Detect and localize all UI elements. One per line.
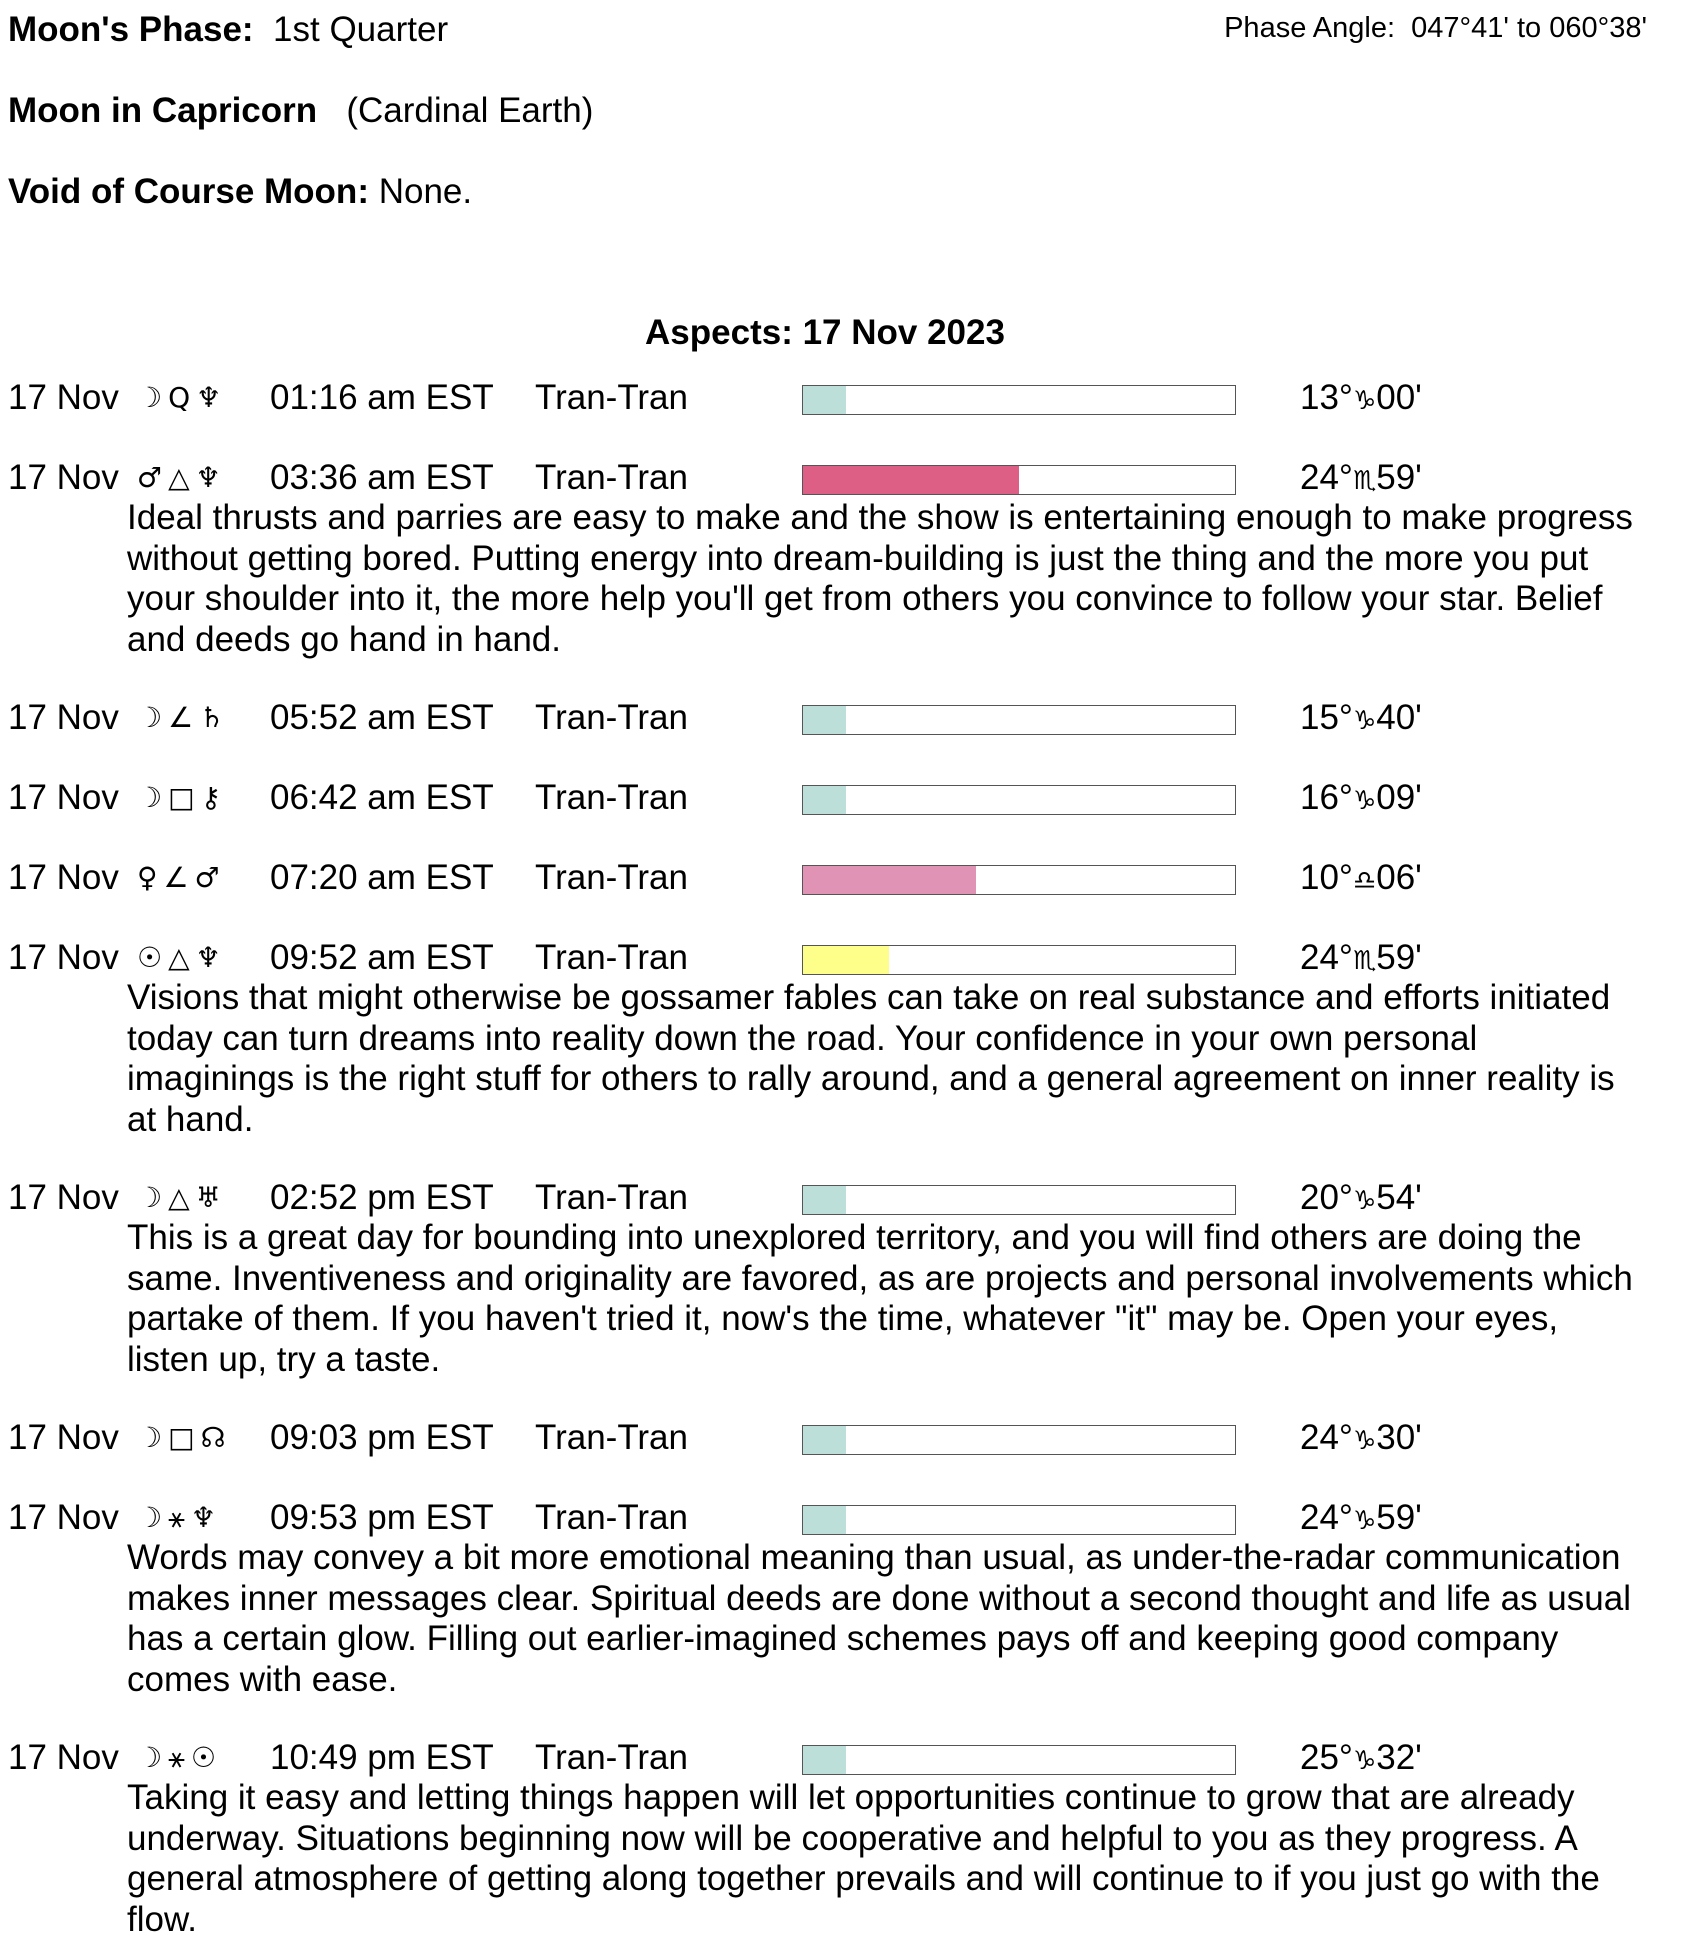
- aspect-glyphs: [137, 1418, 231, 1458]
- aspect-date: 17 Nov: [8, 1178, 119, 1217]
- moon-icon: ☽: [137, 381, 163, 414]
- aspect-strength-bar: [802, 465, 1236, 495]
- aspect-type: Tran-Tran: [535, 858, 688, 897]
- aspect-entry: [0, 1498, 1688, 1700]
- zodiac-sign-icon: ♑: [1352, 706, 1377, 736]
- position-degrees: 16°: [1300, 778, 1353, 817]
- aspect-position: [1300, 1498, 1422, 1541]
- position-minutes: 30': [1376, 1418, 1422, 1457]
- aspect-entry: [0, 698, 1688, 738]
- zodiac-sign-icon: ♑: [1352, 1426, 1377, 1456]
- aspect-entry: [0, 858, 1688, 898]
- zodiac-sign-icon: ♑: [1352, 1186, 1377, 1216]
- aspect-strength-fill: [803, 946, 889, 974]
- aspect-type: Tran-Tran: [535, 1418, 688, 1457]
- void-of-course-line: [8, 172, 472, 212]
- zodiac-sign-icon: ♎: [1352, 866, 1377, 896]
- moon-phase-label: Moon's Phase:: [8, 10, 254, 49]
- moon-icon: ☽: [137, 1741, 163, 1774]
- aspect-position: [1300, 938, 1422, 981]
- position-degrees: 10°: [1300, 858, 1353, 897]
- chiron-icon: ⚷: [200, 781, 222, 814]
- position-degrees: 15°: [1300, 698, 1353, 737]
- zodiac-sign-icon: ♏: [1352, 466, 1377, 496]
- aspect-row: [0, 458, 1688, 498]
- aspect-glyphs: [137, 858, 226, 898]
- venus-icon: ♀: [137, 861, 158, 894]
- zodiac-sign-icon: ♑: [1352, 386, 1377, 416]
- aspect-time: 06:42 am EST: [270, 778, 494, 817]
- aspect-row: [0, 858, 1688, 898]
- aspect-entry: [0, 1178, 1688, 1380]
- trine-icon: △: [168, 1181, 190, 1214]
- aspect-strength-fill: [803, 1186, 846, 1214]
- position-minutes: 32': [1376, 1738, 1422, 1777]
- position-minutes: 59': [1376, 458, 1422, 497]
- aspect-type: Tran-Tran: [535, 698, 688, 737]
- neptune-icon: ♆: [195, 461, 221, 494]
- aspect-row: [0, 1738, 1688, 1778]
- aspect-glyphs: [137, 698, 230, 738]
- aspect-time: 10:49 pm EST: [270, 1738, 494, 1777]
- semisquare-icon: ∠: [168, 701, 194, 734]
- aspect-glyphs: [137, 1178, 227, 1218]
- moon-sign-label: Moon in Capricorn: [8, 91, 318, 130]
- aspect-time: 05:52 am EST: [270, 698, 494, 737]
- aspect-position: [1300, 778, 1422, 821]
- position-minutes: 06': [1376, 858, 1422, 897]
- aspect-date: 17 Nov: [8, 1738, 119, 1777]
- aspect-row: [0, 378, 1688, 418]
- quintile-icon: Q: [168, 381, 191, 414]
- aspect-glyphs: [137, 938, 227, 978]
- trine-icon: △: [168, 941, 190, 974]
- aspect-row: [0, 778, 1688, 818]
- aspect-row: [0, 1498, 1688, 1538]
- aspect-strength-fill: [803, 866, 976, 894]
- phase-angle-value: 047°41' to 060°38': [1411, 12, 1647, 44]
- uranus-icon: ♅: [195, 1181, 221, 1214]
- square-icon: □: [168, 781, 195, 814]
- sun-icon: ☉: [137, 941, 163, 974]
- aspect-type: Tran-Tran: [535, 1738, 688, 1777]
- north-node-icon: ☊: [200, 1421, 226, 1454]
- aspect-type: Tran-Tran: [535, 1178, 688, 1217]
- position-degrees: 25°: [1300, 1738, 1353, 1777]
- aspect-strength-fill: [803, 786, 846, 814]
- square-icon: □: [168, 1421, 195, 1454]
- aspect-strength-fill: [803, 706, 846, 734]
- aspect-strength-bar: [802, 865, 1236, 895]
- moon-phase-line: [8, 10, 448, 50]
- mars-icon: ♂: [194, 861, 220, 894]
- moon-phase-value: 1st Quarter: [273, 10, 449, 49]
- aspect-strength-fill: [803, 466, 1019, 494]
- position-minutes: 09': [1376, 778, 1422, 817]
- neptune-icon: ♆: [190, 1501, 217, 1534]
- sextile-icon: ⚹: [168, 1741, 185, 1774]
- aspect-position: [1300, 378, 1422, 421]
- moon-icon: ☽: [137, 1501, 163, 1534]
- void-of-course-label: Void of Course Moon:: [8, 172, 369, 211]
- neptune-icon: ♆: [196, 381, 222, 414]
- aspect-row: [0, 1178, 1688, 1218]
- semisquare-icon: ∠: [163, 861, 189, 894]
- trine-icon: △: [168, 461, 190, 494]
- aspect-strength-bar: [802, 945, 1236, 975]
- aspect-position: [1300, 1738, 1422, 1781]
- zodiac-sign-icon: ♑: [1352, 1746, 1377, 1776]
- aspect-entry: [0, 1418, 1688, 1458]
- aspect-position: [1300, 698, 1422, 741]
- aspect-glyphs: [137, 458, 227, 498]
- aspect-position: [1300, 1178, 1422, 1221]
- aspect-date: 17 Nov: [8, 378, 119, 417]
- aspect-entry: [0, 938, 1688, 1140]
- aspect-strength-fill: [803, 1506, 846, 1534]
- aspect-entry: [0, 778, 1688, 818]
- moon-icon: ☽: [137, 701, 163, 734]
- aspect-time: 01:16 am EST: [270, 378, 494, 417]
- position-degrees: 13°: [1300, 378, 1353, 417]
- phase-angle-label: Phase Angle:: [1224, 12, 1396, 44]
- aspect-date: 17 Nov: [8, 698, 119, 737]
- aspect-date: 17 Nov: [8, 778, 119, 817]
- saturn-icon: ♄: [199, 701, 225, 734]
- aspect-type: Tran-Tran: [535, 378, 688, 417]
- aspect-type: Tran-Tran: [535, 938, 688, 977]
- zodiac-sign-icon: ♑: [1352, 1506, 1377, 1536]
- moon-icon: ☽: [137, 1421, 163, 1454]
- aspect-glyphs: [137, 778, 227, 818]
- position-degrees: 24°: [1300, 938, 1353, 977]
- aspect-row: [0, 1418, 1688, 1458]
- void-of-course-value: None.: [378, 172, 473, 211]
- aspect-entry: [0, 1738, 1688, 1940]
- aspect-type: Tran-Tran: [535, 458, 688, 497]
- position-degrees: 24°: [1300, 458, 1353, 497]
- moon-sign-detail: (Cardinal Earth): [346, 91, 594, 130]
- moon-icon: ☽: [137, 781, 163, 814]
- position-minutes: 54': [1376, 1178, 1422, 1217]
- aspect-glyphs: [137, 1738, 222, 1778]
- sun-icon: ☉: [190, 1741, 217, 1774]
- position-degrees: 24°: [1300, 1498, 1353, 1537]
- aspect-strength-fill: [803, 1426, 846, 1454]
- mars-icon: ♂: [137, 461, 163, 494]
- aspect-interpretation: Ideal thrusts and parries are easy to make and the show is entertaining enough to make progress without getting bored. Putting energy into dream-building is just the thing and the more you put your shoulder into it, the more help you'll get from others you convince to follow your star. Belief and deeds go hand in hand.: [127, 498, 1633, 659]
- aspect-position: [1300, 1418, 1422, 1461]
- aspect-row: [0, 698, 1688, 738]
- aspect-strength-bar: [802, 1745, 1236, 1775]
- aspect-row: [0, 938, 1688, 978]
- aspect-type: Tran-Tran: [535, 1498, 688, 1537]
- aspect-time: 02:52 pm EST: [270, 1178, 494, 1217]
- aspect-strength-fill: [803, 1746, 846, 1774]
- aspect-glyphs: [137, 1498, 222, 1538]
- aspect-position: [1300, 458, 1422, 501]
- zodiac-sign-icon: ♏: [1352, 946, 1377, 976]
- aspect-time: 09:03 pm EST: [270, 1418, 494, 1457]
- aspect-glyphs: [137, 378, 227, 418]
- aspect-interpretation: This is a great day for bounding into unexplored territory, and you will find others are doing the same. Inventiveness and originality are favored, as are projects and personal involvements which partake of them. If you haven't tried it, now's the time, whatever "it" may be. Open your eyes, listen up, try a taste.: [127, 1218, 1633, 1379]
- aspect-strength-fill: [803, 386, 846, 414]
- aspect-type: Tran-Tran: [535, 778, 688, 817]
- aspect-date: 17 Nov: [8, 938, 119, 977]
- position-minutes: 59': [1376, 938, 1422, 977]
- moon-icon: ☽: [137, 1181, 163, 1214]
- aspects-title: Aspects: 17 Nov 2023: [645, 313, 1005, 352]
- aspect-interpretation: Taking it easy and letting things happen will let opportunities continue to grow that are already underway. Situations beginning now will be cooperative and helpful to you as they progress. A general atmosphere of getting along together prevails and will continue to if you just go with the flow.: [127, 1778, 1600, 1939]
- aspect-date: 17 Nov: [8, 458, 119, 497]
- aspect-time: 03:36 am EST: [270, 458, 494, 497]
- aspect-strength-bar: [802, 1505, 1236, 1535]
- aspect-strength-bar: [802, 1185, 1236, 1215]
- aspect-strength-bar: [802, 1425, 1236, 1455]
- aspect-interpretation: Visions that might otherwise be gossamer fables can take on real substance and efforts initiated today can turn dreams into reality down the road. Your confidence in your own personal imaginings is the right stuff for others to rally around, and a general agreement on inner reality is at hand.: [127, 978, 1615, 1139]
- aspect-position: [1300, 858, 1422, 901]
- aspect-entry: [0, 378, 1688, 418]
- neptune-icon: ♆: [195, 941, 221, 974]
- position-minutes: 00': [1376, 378, 1422, 417]
- aspect-date: 17 Nov: [8, 1418, 119, 1457]
- sextile-icon: ⚹: [168, 1501, 185, 1534]
- aspect-strength-bar: [802, 705, 1236, 735]
- aspect-date: 17 Nov: [8, 1498, 119, 1537]
- zodiac-sign-icon: ♑: [1352, 786, 1377, 816]
- aspect-strength-bar: [802, 385, 1236, 415]
- aspect-date: 17 Nov: [8, 858, 119, 897]
- position-minutes: 40': [1376, 698, 1422, 737]
- aspect-time: 09:53 pm EST: [270, 1498, 494, 1537]
- aspect-time: 09:52 am EST: [270, 938, 494, 977]
- position-degrees: 24°: [1300, 1418, 1353, 1457]
- phase-angle-line: [1224, 10, 1647, 46]
- aspect-interpretation: Words may convey a bit more emotional meaning than usual, as under-the-radar communication makes inner messages clear. Spiritual deeds are done without a second thought and life as usual has a certain glow. Filling out earlier-imagined schemes pays off and keeping good company comes with ease.: [127, 1538, 1631, 1699]
- aspect-time: 07:20 am EST: [270, 858, 494, 897]
- position-minutes: 59': [1376, 1498, 1422, 1537]
- moon-sign-line: [8, 91, 593, 131]
- aspect-strength-bar: [802, 785, 1236, 815]
- position-degrees: 20°: [1300, 1178, 1353, 1217]
- aspect-entry: [0, 458, 1688, 660]
